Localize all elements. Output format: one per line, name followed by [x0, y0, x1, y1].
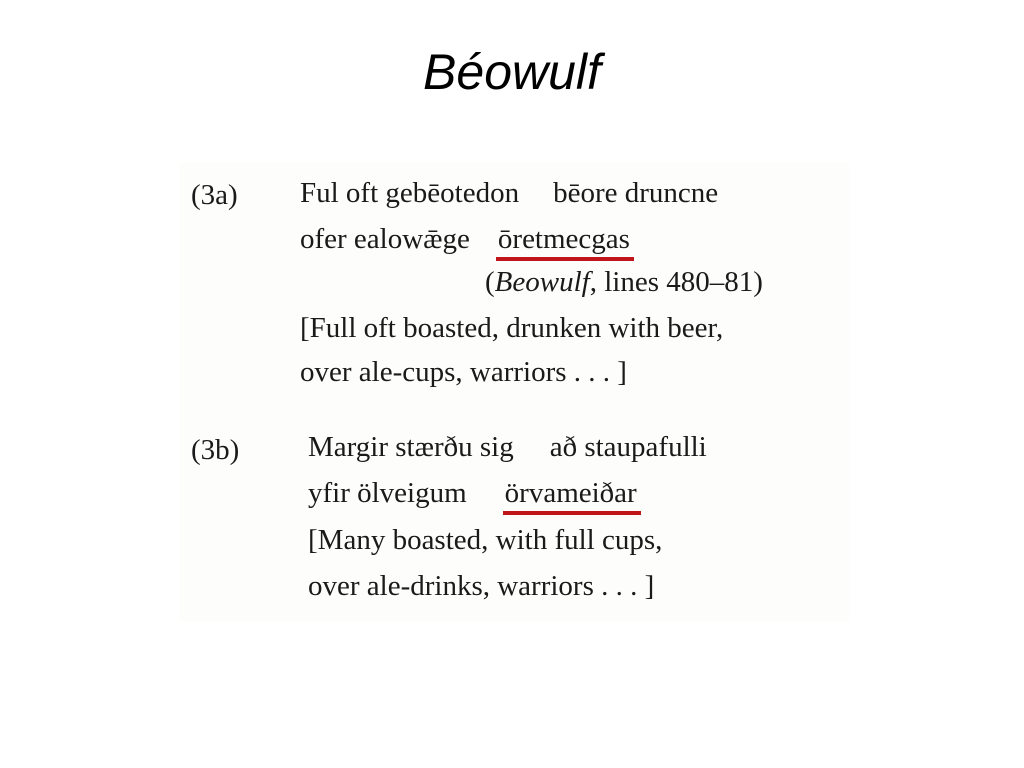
translation-3a-line-1: [Full oft boasted, drunken with beer, — [300, 312, 724, 344]
example-label-3a: (3a) — [191, 179, 238, 211]
icelandic-line-1 — [308, 429, 707, 465]
highlighted-word-orvameidar: örvameiðar — [504, 477, 637, 509]
icelandic-line-1-part-1: Margir stærðu sig — [308, 431, 514, 463]
citation-open: ( — [485, 266, 495, 298]
slide-title: Béowulf — [423, 44, 601, 100]
highlighted-word-oretmecgas: ōretmecgas — [497, 223, 630, 255]
example-label-3b: (3b) — [191, 434, 240, 466]
translation-3b-line-1: [Many boasted, with full cups, — [308, 524, 663, 556]
citation-rest: , lines 480–81) — [589, 266, 763, 298]
icelandic-line-1-part-2: að staupafulli — [549, 431, 707, 463]
translation-3a-line-2: over ale-cups, warriors . . . ] — [300, 356, 627, 388]
citation — [485, 264, 763, 300]
old-english-line-1-part-2: bēore druncne — [553, 177, 719, 209]
old-english-line-2 — [300, 221, 630, 257]
icelandic-line-2-part-1: yfir ölveigum — [308, 477, 467, 509]
citation-work: Beowulf — [494, 266, 590, 298]
old-english-line-1 — [300, 175, 718, 211]
translation-3b-line-2: over ale-drinks, warriors . . . ] — [308, 570, 655, 602]
old-english-line-2-part-1: ofer ealowǣge — [300, 223, 470, 255]
old-english-line-1-part-1: Ful oft gebēotedon — [300, 177, 520, 209]
icelandic-line-2 — [308, 475, 637, 511]
scanned-excerpt-image — [180, 162, 850, 622]
